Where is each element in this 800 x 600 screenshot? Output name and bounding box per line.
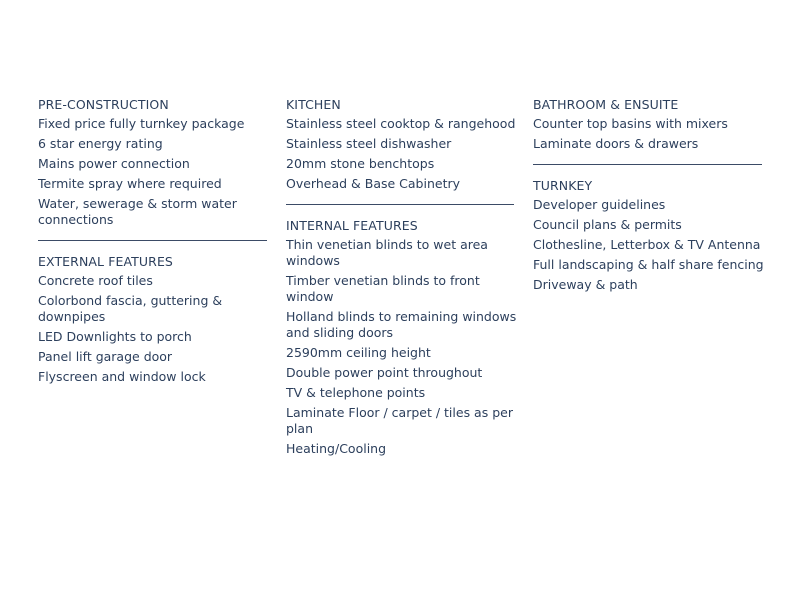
section-kitchen xyxy=(286,96,518,192)
section-internal-features xyxy=(286,217,518,457)
section-heading: TURNKEY xyxy=(533,178,593,193)
list-item: Holland blinds to remaining windows and sliding doors xyxy=(286,309,517,340)
list-item: Stainless steel cooktop & rangehood xyxy=(286,116,516,131)
list-item: Concrete roof tiles xyxy=(38,273,153,288)
list-item: Water, sewerage & storm water connections xyxy=(38,196,237,227)
section-heading: INTERNAL FEATURES xyxy=(286,218,418,233)
list-item: Mains power connection xyxy=(38,156,190,171)
list-item: Stainless steel dishwasher xyxy=(286,136,452,151)
list-item: Fixed price fully turnkey package xyxy=(38,116,245,131)
list-item: Double power point throughout xyxy=(286,365,483,380)
section-heading: PRE-CONSTRUCTION xyxy=(38,97,169,112)
list-item: 2590mm ceiling height xyxy=(286,345,431,360)
section-external-features xyxy=(38,253,270,385)
list-item: Termite spray where required xyxy=(38,176,222,191)
column-1 xyxy=(38,96,270,389)
section-bathroom-ensuite xyxy=(533,96,765,152)
section-divider xyxy=(38,240,267,241)
section-heading: BATHROOM & ENSUITE xyxy=(533,97,679,112)
list-item: LED Downlights to porch xyxy=(38,329,192,344)
list-item: Panel lift garage door xyxy=(38,349,173,364)
list-item: Clothesline, Letterbox & TV Antenna xyxy=(533,237,761,252)
section-pre-construction xyxy=(38,96,270,228)
list-item: Thin venetian blinds to wet area windows xyxy=(286,237,488,268)
list-item: Council plans & permits xyxy=(533,217,682,232)
list-item: Flyscreen and window lock xyxy=(38,369,206,384)
section-turnkey xyxy=(533,177,765,293)
list-item: Timber venetian blinds to front window xyxy=(286,273,480,304)
list-item: Laminate doors & drawers xyxy=(533,136,699,151)
column-2 xyxy=(286,96,518,461)
list-item: TV & telephone points xyxy=(286,385,426,400)
list-item: Overhead & Base Cabinetry xyxy=(286,176,461,191)
list-item: Laminate Floor / carpet / tiles as per plan xyxy=(286,405,513,436)
list-item: Driveway & path xyxy=(533,277,638,292)
list-item: Heating/Cooling xyxy=(286,441,387,456)
section-divider xyxy=(533,164,762,165)
list-item: 20mm stone benchtops xyxy=(286,156,435,171)
list-item: 6 star energy rating xyxy=(38,136,163,151)
section-heading: KITCHEN xyxy=(286,97,341,112)
list-item: Colorbond fascia, guttering & downpipes xyxy=(38,293,223,324)
section-heading: EXTERNAL FEATURES xyxy=(38,254,173,269)
section-divider xyxy=(286,204,514,205)
list-item: Counter top basins with mixers xyxy=(533,116,728,131)
list-item: Developer guidelines xyxy=(533,197,666,212)
column-3 xyxy=(533,96,765,297)
list-item: Full landscaping & half share fencing xyxy=(533,257,764,272)
